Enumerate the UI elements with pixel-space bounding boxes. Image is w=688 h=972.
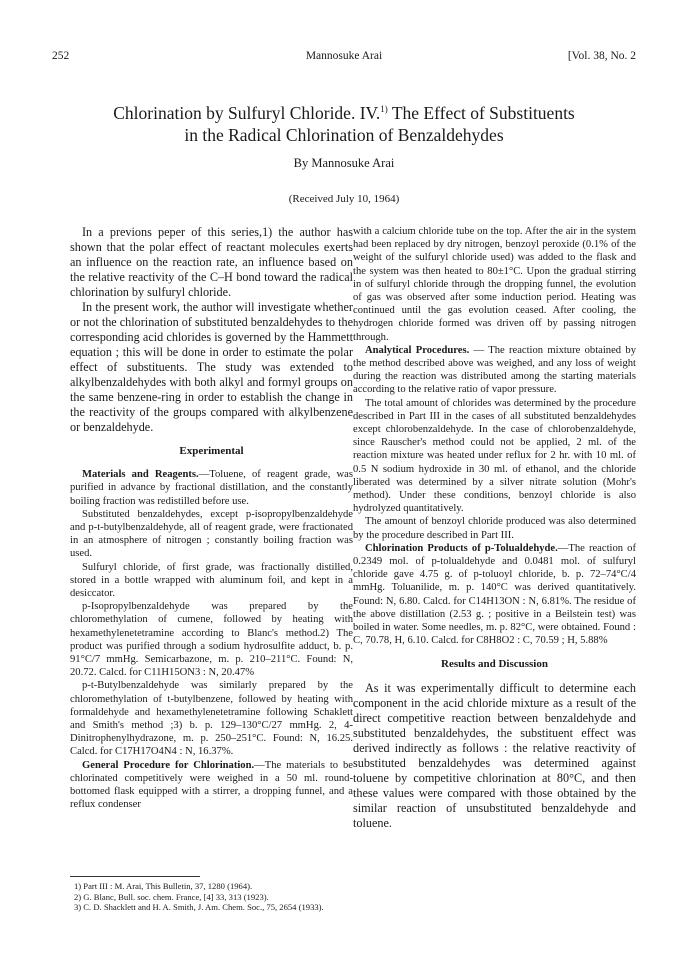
continued-paragraph: with a calcium chloride tube on the top. After the air in the system had been replaced by dry nitrogen, benzoyl peroxide (0.1% of the weight of the sulfuryl chloride used) was added to the flask and the system was then heated to 80±1°C. Upon the gradual stirring in of sulfuryl chloride through the dropping funnel, the evolution of gas was observed after some induction period. Heating was continued until the gas evolution ceased. After cooling, the hydrogen chloride formed was driven off by passing nitrogen through. [353,226,636,343]
products-text: —The reaction of 0.2349 mol. of p-tolualdehyde and 0.0481 mol. of sulfuryl chloride gave 4.75 g. of p-toluoyl chloride, b. p. 72–74°C/4 mmHg. Toluanilide, m. p. 140°C was derived quantitatively. Found: N, 6.80. Calcd. for C14H13ON : N, 6.81%. The residue of the above distillation (2.53 g. ; positive in a Beilstein test) was boiled in water. Some needles, m. p. 82°C, were obtained. Found : C, 70.78, H, 6.10. Calcd. for C8H8O2 : C, 70.59 ; H, 5.88% [353,542,636,647]
footnote-1: 1) Part III : M. Arai, This Bulletin, 37, 1280 (1964). [74,881,253,891]
page-number: 252 [52,50,70,62]
products-run-head: Chlorination Products of p-Tolualdehyde. [365,542,558,554]
left-column [70,225,353,811]
title-footnote-mark: 1) [380,104,388,114]
right-column [353,225,636,831]
footnote-rule [70,876,200,877]
title-rest: The Effect of Substituents [387,102,575,123]
isopropyl-paragraph: p-Isopropylbenzaldehyde was prepared by the chloromethylation of cumene, followed by heating with hexamethylenetetramine according to Blanc's method.2) The product was purified through a sodium hydrosulfite adduct, b. p. 91°C/7 mmHg. Semicarbazone, m. p. 210–211°C. Found: N, 20.72. Calcd. for C11H15ON3 : N, 20.47% [70,601,353,679]
general-run-head: General Procedure for Chlorination. [82,759,255,771]
byline: By Mannosuke Arai [293,156,395,170]
article-title [60,98,628,146]
running-author: Mannosuke Arai [305,50,383,62]
experimental-heading: Experimental [179,445,244,457]
footnote-3: 3) C. D. Shacklett and H. A. Smith, J. Am. Chem. Soc., 75, 2654 (1933). [74,902,324,912]
materials-paragraph [70,468,353,508]
intro-paragraph-2: In the present work, the author will investigate whether or not the chlorination of substituted benzaldehydes to the corresponding acid chlorides is governed by the Hammett equation ; this will be done in order to estimate the polar effect of substituents. The study was extended to alkylbenzaldehydes with both alkyl and formyl groups on the same benzene-ring in order to establish the change in the reactivity of the groups compared with alkylbenzene or benzaldehyde. [70,300,353,434]
volume-info: [Vol. 38, No. 2 [567,50,636,62]
products-paragraph [353,542,636,648]
sulfuryl-paragraph: Sulfuryl chloride, of first grade, was fractionally distilled, stored in a bottle wrapped with aluminum foil, and kept in a desiccator. [70,561,353,600]
analytical-run-head: Analytical Procedures. [365,344,470,356]
footnotes [70,876,340,913]
received-date: (Received July 10, 1964) [288,193,400,205]
analytical-paragraph [353,344,636,397]
substituted-paragraph: Substituted benzaldehydes, except p-isopropylbenzaldehyde and p-t-butylbenzaldehyde, all of reagent grade, were fractionated in an atmosphere of nitrogen ; constantly boiling fraction was used. [70,508,353,560]
footnote-2: 2) G. Blanc, Bull. soc. chem. France, [4] 33, 313 (1923). [74,891,269,902]
materials-run-head: Materials and Reagents. [82,469,199,481]
general-text: —The materials to be chlorinated competitively were weighed in a 50 ml. round-bottomed flask equipped with a stirrer, a dropping funnel, and a reflux condenser [70,759,353,811]
title-main: Chlorination by Sulfuryl Chloride. IV. [113,102,381,123]
running-head [52,50,636,66]
general-paragraph [70,759,353,812]
results-paragraph: As it was experimentally difficult to determine each component in the acid chloride mixture as a result of the direct competitive reaction between benzaldehyde and substituted benzaldehydes, the substituent effect was derived indirectly as follows : the relative reactivity of substituted benzaldehydes was determined against toluene by competitive chlorination at 80°C, and then these values were compared with those obtained by the similar reaction of unsubstituted benzaldehyde and toluene. [353,680,636,830]
total-chlorides-paragraph: The total amount of chlorides was determined by the procedure described in Part III in the cases of all substituted benzaldehydes except chlorobenzaldehyde. In the case of chlorobenzaldehyde, since Rauscher's method could not be applied, 2 ml. of the reaction mixture was heated under reflux for 2 hr. with 10 ml. of 0.5 N sodium hydroxide in 30 ml. of ethanol, and the chloride liberated was determined by a silver nitrate solution (Mohr's method). Under these conditions, benzoyl chloride is also hydrolyzed quantitatively. [353,397,636,515]
butyl-paragraph: p-t-Butylbenzaldehyde was similarly prepared by the chloromethylation of t-butylbenzene, followed by heating with formaldehyde and hexamethylenetetramine following Schaklett and Smith's method ;3) b. p. 129–130°C/27 mmHg. 2, 4-Dinitrophenylhydrazone, m. p. 250–251°C. Found: N, 16.25. Calcd. for C17H17O4N4 : N, 16.37%. [70,680,353,758]
intro-paragraph-1: In a previons peper of this series,1) the author has shown that the polar effect of reactant molecules exerts an influence on the reaction rate, an influence based on the relative reactivity of the C–H bond toward the radical chlorination by sulfuryl chloride. [70,225,353,299]
results-heading: Results and Discussion [441,657,548,670]
title-line-2: in the Radical Chlorination of Benzaldehydes [184,124,504,145]
materials-text: —Toluene, of reagent grade, was purified in advance by fractional distillation, and the constantly boiling fraction was redistilled before use. [70,469,354,507]
analytical-text: — The reaction mixture obtained by the method described above was weighed, and any loss of weight during the reaction was distributed among the starting materials according to the relative ratio of vapor pressure. [353,344,636,396]
benzoyl-paragraph: The amount of benzoyl chloride produced was also determined by the procedure described in Part III. [353,516,636,541]
